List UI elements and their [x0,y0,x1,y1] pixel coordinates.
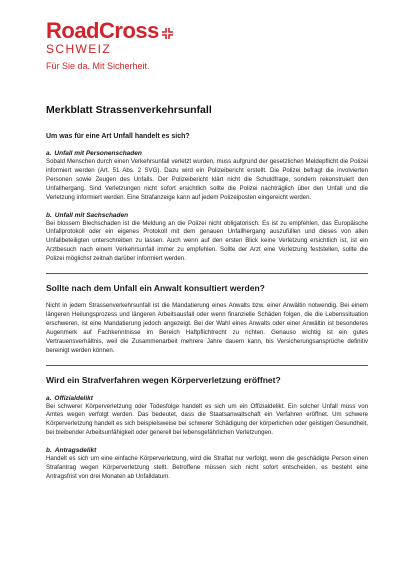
case-a-title: Unfall mit Personenschaden [54,150,142,157]
case-b-label: b. [46,211,52,219]
lawyer-section-heading: Sollte nach dem Unfall ein Anwalt konsultiert werden? [46,283,265,294]
criminal-section-heading: Wird ein Strafverfahren wegen Körperverletzung eröffnet? [46,374,281,385]
offizialdelikt-title: Offizialdelikt [54,394,93,402]
case-a-text: Sobald Menschen durch einen Verkehrsunfall verletzt wurden, muss aufgrund der gesetzlichen Meldepflicht die Polizei informiert werden (Art. 51 Abs. 2 SVG). Dazu wird ein Polizeibericht erstellt. Die Polizei befragt die involvierten Personen sowie Zeugen des Unfalls. Der Polizeibericht klärt nicht die Schuldfrage, sondern rekonstruiert den Unfallhergang. Sind Verletzungen nicht sofort ersichtlich sollte die Polizei nachträglich über den Unfall und die Verletzung informiert werden. Eine Strafanzeige kann auf jedem Polizeiposten eingereicht werden. [46,158,368,201]
logo-tagline: Für Sie da. Mit Sicherheit. [46,61,150,71]
logo-subtitle: SCHWEIZ [46,42,112,56]
offizialdelikt-label: a. [46,394,52,402]
cross-icon [162,21,173,43]
offizialdelikt-text: Bei schwerer Körperverletzung oder Todesfolge handelt es sich um ein Offizialdelikt. Ein solcher Unfall muss von Amtes wegen verfolgt werden. Das bedeutet, dass die Staatsanwaltschaft ein Verfahren eröffnet. Um schwere Körperverletzung handelt es sich beispielsweise bei schwerer Schädigung der körperlichen oder geistigen Gesundheit, bei bleibender Arbeitsunfähigkeit oder generell bei lebensgefährlichen Verletzungen. [46,402,368,437]
lawyer-section-text: Nicht in jedem Strassenverkehrsunfall ist die Mandatierung eines Anwalts bzw. einer Anwältin notwendig. Bei einem längeren Heilungsprozess und längeren Arbeitsausfall oder wenn finanzielle Schäden folgen, die die Lebenssituation erschweren, ist eine Mandatierung jedoch angezeigt. Bei der Wahl eines Anwalts oder einer Anwältin ist besonderes Augenmerk auf Fachkenntnisse im Bereich Haftpflichtrecht zu richten. Genauso wichtig ist ein gutes Vertrauensverhältnis, weil die Zusammenarbeit mehrere Jahre dauern kann, bis Versicherungsansprüche definitiv bereinigt werden können. [46,302,368,354]
section-divider [46,365,368,366]
antragsdelikt-text: Handelt es sich um eine einfache Körperverletzung, wird die Straftat nur verfolgt, wenn die geschädigte Person einen Strafantrag wegen Körperverletzung stellt. Betroffene müssen sich nicht sofort entscheiden, es besteht eine Antragsfrist von drei Monaten ab Unfalldatum. [46,455,368,480]
roadcross-logo [46,20,173,71]
antragsdelikt-title: Antragsdelikt [54,447,97,455]
document-title: Merkblatt Strassenverkehrsunfall [46,104,212,116]
antragsdelikt-label: b. [46,447,52,455]
section-divider [46,273,368,274]
case-b-heading [46,212,368,220]
antragsdelikt-heading [46,447,368,455]
case-a-label: a. [46,150,52,157]
case-b-title: Unfall mit Sachschaden [54,211,129,219]
section-question-accident-type: Um was für eine Art Unfall handelt es sich? [46,133,190,140]
logo-brand-name: RoadCross [46,18,159,43]
case-a-heading [46,150,368,158]
document-body [46,104,368,482]
case-b-text: Bei blossem Blechschaden ist die Meldung an die Polizei nicht obligatorisch. Es ist zu empfehlen, das Europäische Unfallprotokoll oder ein eigenes Protokoll mit dem genauen Unfallhergang auszufüllen und dieses von allen Unfallbeteiligten unterschreiben zu lassen. Auch wenn auf den ersten Blick keine Verletzung ersichtlich ist, ist ein Arztbesuch nach einem Verkehrsunfall immer zu empfehlen. Sollte der Arzt eine Verletzung feststellen, sollte die Polizei möglichst zeitnah darüber informiert werden. [46,219,368,263]
offizialdelikt-heading [46,395,368,403]
